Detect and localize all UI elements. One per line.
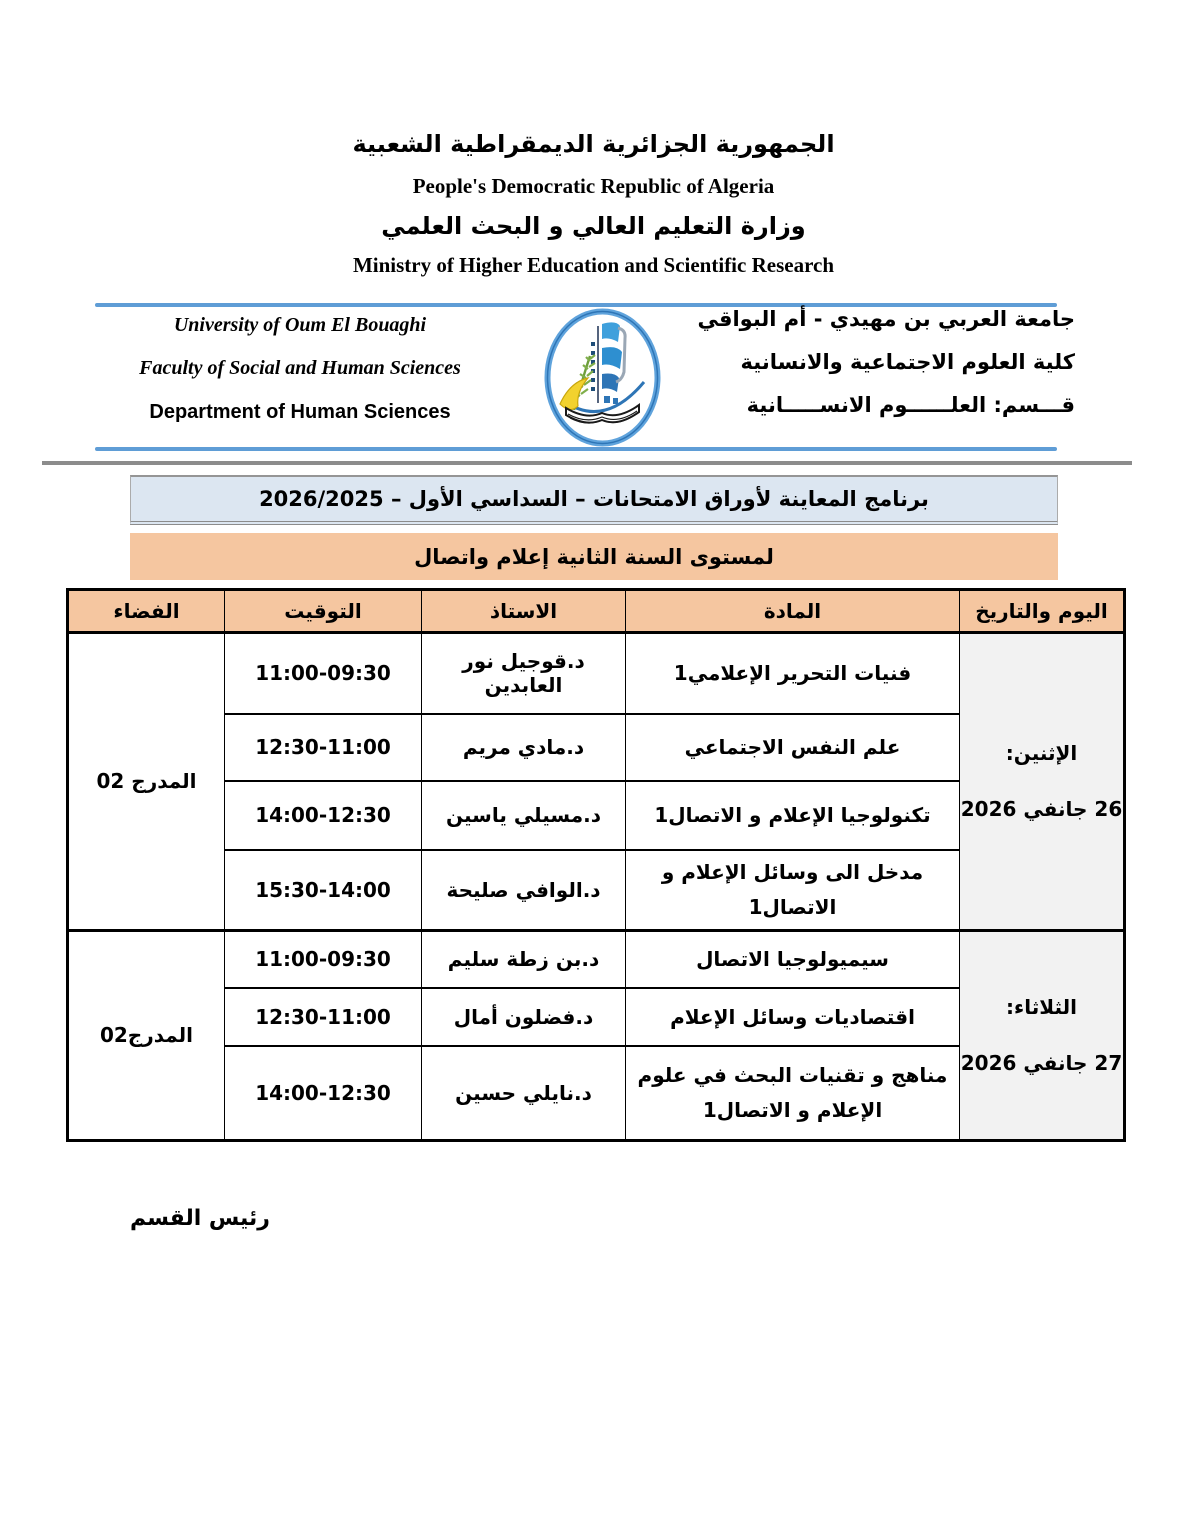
- professor-cell: د.مسيلي ياسين: [422, 781, 626, 850]
- professor-cell: د.فضلون أمال: [422, 988, 626, 1046]
- professor-cell: د.نايلي حسين: [422, 1046, 626, 1140]
- subject-cell: اقتصاديات وسائل الإعلام: [626, 988, 960, 1046]
- subject-cell: سيميولوجيا الاتصال: [626, 930, 960, 988]
- table-header-row: [68, 590, 1125, 633]
- professor-cell: د.بن زطة سليم: [422, 930, 626, 988]
- column-header-time: التوقيت: [225, 590, 422, 633]
- grey-double-divider: [42, 461, 1132, 465]
- ministry-title-arabic: وزارة التعليم العالي و البحث العلمي: [381, 212, 806, 240]
- column-header-professor: الاستاذ: [422, 590, 626, 633]
- professor-cell: د.مادي مريم: [422, 714, 626, 781]
- column-header-subject: المادة: [626, 590, 960, 633]
- professor-cell: د.الوافي صليحة: [422, 850, 626, 931]
- university-logo-icon: [544, 308, 661, 447]
- department-head-signature: رئيس القسم: [130, 1206, 270, 1231]
- time-cell: 11:00-09:30: [225, 930, 422, 988]
- level-title-bar: [130, 533, 1058, 580]
- university-name-english: University of Oum El Bouaghi: [173, 314, 427, 336]
- day-date-cell-tuesday: [960, 930, 1125, 1140]
- republic-title-arabic: الجمهورية الجزائرية الديمقراطية الشعبية: [352, 130, 835, 158]
- bottom-blue-divider: [95, 447, 1057, 451]
- university-name-arabic: جامعة العربي بن مهيدي - أم البواقي: [697, 307, 1075, 331]
- time-cell: 15:30-14:00: [225, 850, 422, 931]
- republic-title-english: People's Democratic Republic of Algeria: [412, 174, 775, 198]
- faculty-name-arabic: كلية العلوم الاجتماعية والانسانية: [740, 350, 1075, 374]
- day-label: الإثنين:: [1005, 741, 1078, 766]
- subject-cell: مناهج و تقنيات البحث في علوم الإعلام و الاتصال1: [626, 1046, 960, 1140]
- department-name-arabic: قـــسم: العلــــــوم الانســـــانية: [746, 393, 1075, 417]
- table-row: [68, 930, 1125, 988]
- university-logo: [544, 308, 661, 447]
- day-label: الثلاثاء:: [1006, 995, 1077, 1019]
- institution-block-english: [100, 314, 500, 424]
- institution-block-arabic: [675, 307, 1075, 417]
- department-name-english: Department of Human Sciences: [149, 401, 451, 423]
- subject-cell: مدخل الى وسائل الإعلام و الاتصال1: [626, 850, 960, 931]
- level-title: لمستوى السنة الثانية إعلام واتصال: [414, 544, 774, 569]
- ministry-title-english: Ministry of Higher Education and Scientific Research: [352, 253, 835, 277]
- space-cell-monday: المدرج 02: [68, 633, 225, 931]
- space-cell-tuesday: المدرج02: [68, 930, 225, 1140]
- column-header-day-date: اليوم والتاريخ: [960, 590, 1125, 633]
- exam-schedule-table: [66, 588, 1126, 1142]
- subject-cell: فنيات التحرير الإعلامي1: [626, 633, 960, 714]
- subject-cell: علم النفس الاجتماعي: [626, 714, 960, 781]
- professor-cell: د.قوجيل نور العابدين: [422, 633, 626, 714]
- day-date-cell-monday: [960, 633, 1125, 931]
- time-cell: 14:00-12:30: [225, 781, 422, 850]
- time-cell: 12:30-11:00: [225, 714, 422, 781]
- time-cell: 12:30-11:00: [225, 988, 422, 1046]
- table-row: [68, 633, 1125, 714]
- column-header-space: الفضاء: [68, 590, 225, 633]
- program-title-bar: [130, 475, 1058, 525]
- subject-cell: تكنولوجيا الإعلام و الاتصال1: [626, 781, 960, 850]
- time-cell: 11:00-09:30: [225, 633, 422, 714]
- date-label: 26 جانفي 2026: [960, 797, 1123, 822]
- faculty-name-english: Faculty of Social and Human Sciences: [139, 357, 461, 379]
- program-title: برنامج المعاينة لأوراق الامتحانات – السداسي الأول – 2026/2025: [259, 487, 929, 511]
- national-header: [0, 130, 1187, 278]
- time-cell: 14:00-12:30: [225, 1046, 422, 1140]
- date-label: 27 جانفي 2026: [960, 1051, 1123, 1075]
